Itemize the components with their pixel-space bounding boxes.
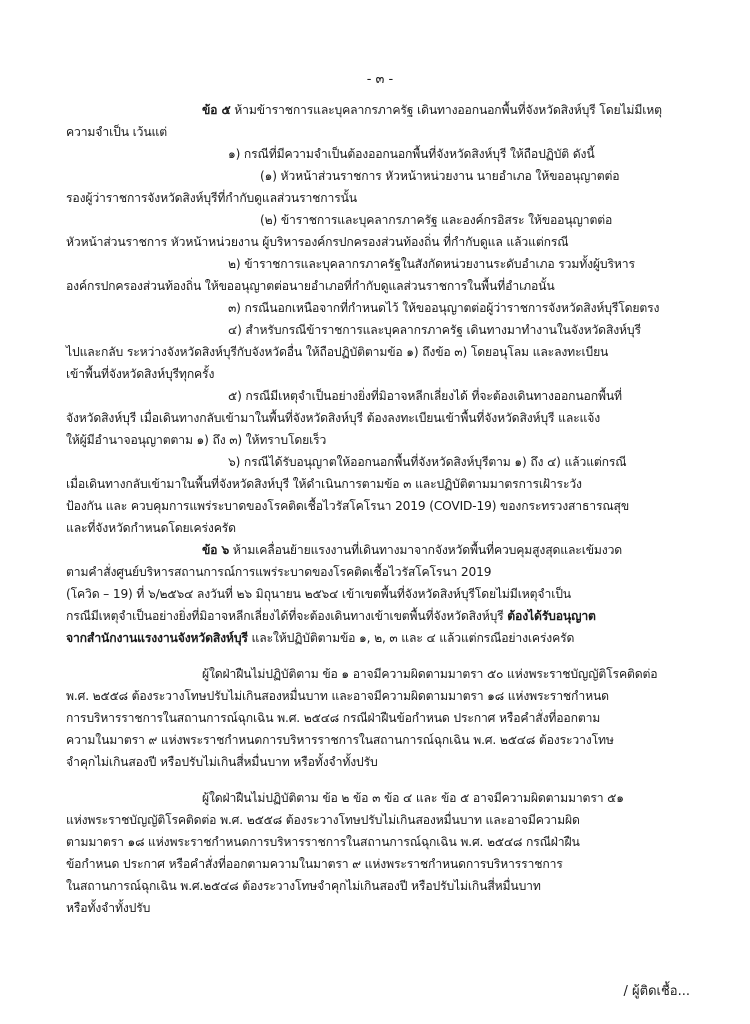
article-5-item-4-cont: ไปและกลับ ระหว่างจังหวัดสิงห์บุรีกับจังหวัดอื่น ให้ถือปฏิบัติตามข้อ ๑) ถึงข้อ ๓) โดยอนุโลม และลงทะเบียน (66, 345, 609, 359)
article-5-item-1-1-cont: รองผู้ว่าราชการจังหวัดสิงห์บุรีที่กำกับดูแลส่วนราชการนั้น (66, 191, 357, 205)
penalty-2-line-1: ผู้ใดฝ่าฝืนไม่ปฏิบัติตาม ข้อ ๒ ข้อ ๓ ข้อ ๔ และ ข้อ ๕ อาจมีความผิดตามมาตรา ๕๑ (202, 791, 624, 805)
article-5-item-5-cont2: ให้ผู้มีอำนาจอนุญาตตาม ๑) ถึง ๓) ให้ทราบโดยเร็ว (66, 433, 327, 447)
penalty-2-line-2: แห่งพระราชบัญญัติโรคติดต่อ พ.ศ. ๒๕๕๘ ต้องระวางโทษปรับไม่เกินสองหมื่นบาท และอาจมีความผิด (66, 813, 580, 827)
article-5-item-5: ๕) กรณีมีเหตุจำเป็นอย่างยิ่งที่มิอาจหลีกเลี่ยงได้ ที่จะต้องเดินทางออกนอกพื้นที่ (228, 389, 622, 403)
continuation-footer: / ผู้ติดเชื้อ... (623, 984, 690, 999)
article-5-item-4-cont2: เข้าพื้นที่จังหวัดสิงห์บุรีทุกครั้ง (66, 367, 215, 381)
article-5-label: ข้อ ๕ (202, 103, 231, 117)
article-6-line-2: ตามคำสั่งศูนย์บริหารสถานการณ์การแพร่ระบาดของโรคติดเชื้อไวรัสโคโรนา 2019 (66, 565, 492, 579)
penalty-2-line-4: ข้อกำหนด ประกาศ หรือคำสั่งที่ออกตามความในมาตรา ๙ แห่งพระราชกำหนดการบริหารราชการ (66, 857, 563, 871)
article-5-item-1-2-cont: หัวหน้าส่วนราชการ หัวหน้าหน่วยงาน ผู้บริหารองค์กรปกครองส่วนท้องถิ่น ที่กำกับดูแล แล้วแต่กรณี (66, 235, 569, 249)
penalty-2-line-3: ตามมาตรา ๑๘ แห่งพระราชกำหนดการบริหารราชการในสถานการณ์ฉุกเฉิน พ.ศ. ๒๕๔๘ กรณีฝ่าฝืน (66, 835, 580, 849)
article-6-label: ข้อ ๖ (202, 543, 230, 557)
article-5-item-2-cont: องค์กรปกครองส่วนท้องถิ่น ให้ขออนุญาตต่อนายอำเภอที่กำกับดูแลส่วนราชการในพื้นที่อำเภอนั้น (66, 279, 555, 293)
article-6-line-5: จากสำนักงานแรงงานจังหวัดสิงห์บุรี และให้ปฏิบัติตามข้อ ๑, ๒, ๓ และ ๔ แล้วแต่กรณีอย่างเคร่งครัด (66, 631, 575, 645)
penalty-1-line-1: ผู้ใดฝ่าฝืนไม่ปฏิบัติตาม ข้อ ๑ อาจมีความผิดตามมาตรา ๕๐ แห่งพระราชบัญญัติโรคติดต่อ (202, 667, 658, 681)
penalty-1-line-3: การบริหารราชการในสถานการณ์ฉุกเฉิน พ.ศ. ๒๕๔๘ กรณีฝ่าฝืนข้อกำหนด ประกาศ หรือคำสั่งที่ออกตาม (66, 711, 601, 725)
article-6 (66, 539, 694, 649)
penalty-1-line-4: ความในมาตรา ๙ แห่งพระราชกำหนดการบริหารราชการในสถานการณ์ฉุกเฉิน พ.ศ. ๒๕๔๘ ต้องระวางโทษ (66, 733, 614, 747)
penalty-2-line-6: หรือทั้งจำทั้งปรับ (66, 901, 151, 915)
article-5-item-6-cont2: ป้องกัน และ ควบคุมการแพร่ระบาดของโรคติดเชื้อไวรัสโคโรนา 2019 (COVID-19) ของกระทรวงสาธารณสุข (66, 499, 629, 513)
article-5-item-3: ๓) กรณีนอกเหนือจากที่กำหนดไว้ ให้ขออนุญาตต่อผู้ว่าราชการจังหวัดสิงห์บุรีโดยตรง (228, 301, 660, 315)
article-5-item-1-1: (๑) หัวหน้าส่วนราชการ หัวหน้าหน่วยงาน นายอำเภอ ให้ขออนุญาตต่อ (260, 169, 620, 183)
penalty-1-line-2: พ.ศ. ๒๕๕๘ ต้องระวางโทษปรับไม่เกินสองหมื่นบาท และอาจมีความผิดตามมาตรา ๑๘ แห่งพระราชกำหนด (66, 689, 609, 703)
article-5 (66, 99, 694, 539)
article-5-item-6: ๖) กรณีได้รับอนุญาตให้ออกนอกพื้นที่จังหวัดสิงห์บุรีตาม ๑) ถึง ๔) แล้วแต่กรณี (228, 455, 627, 469)
article-6-heading: ข้อ ๖ ห้ามเคลื่อนย้ายแรงงานที่เดินทางมาจากจังหวัดพื้นที่ควบคุมสูงสุดและเข้มงวด (202, 543, 623, 557)
article-5-item-6-cont: เมื่อเดินทางกลับเข้ามาในพื้นที่จังหวัดสิงห์บุรี ให้ดำเนินการตามข้อ ๓ และปฏิบัติตามมาตรการเฝ้าระวัง (66, 477, 582, 491)
article-5-item-6-cont3: และที่จังหวัดกำหนดโดยเคร่งครัด (66, 521, 236, 535)
penalty-1 (66, 663, 694, 773)
page-number: - ๓ - (366, 72, 394, 87)
article-5-heading: ข้อ ๕ ห้ามข้าราชการและบุคลากรภาครัฐ เดินทางออกนอกพื้นที่จังหวัดสิงห์บุรี โดยไม่มีเหตุ (202, 103, 662, 117)
article-6-line-3: (โควิด – 19) ที่ ๖/๒๕๖๔ ลงวันที่ ๒๖ มิถุนายน ๒๕๖๔ เข้าเขตพื้นที่จังหวัดสิงห์บุรีโดยไม่มีเหตุจำเป็น (66, 587, 571, 601)
article-5-line: ความจำเป็น เว้นแต่ (66, 125, 167, 139)
penalty-2-line-5: ในสถานการณ์ฉุกเฉิน พ.ศ.๒๕๔๘ ต้องระวางโทษจำคุกไม่เกินสองปี หรือปรับไม่เกินสี่หมื่นบาท (66, 879, 541, 893)
article-5-item-4: ๔) สำหรับกรณีข้าราชการและบุคลากรภาครัฐ เดินทางมาทำงานในจังหวัดสิงห์บุรี (228, 323, 641, 337)
penalty-2 (66, 787, 694, 919)
article-6-line-4: กรณีมีเหตุจำเป็นอย่างยิ่งที่มิอาจหลีกเลี่ยงได้ที่จะต้องเดินทางเข้าเขตพื้นที่จังหวัดสิงห์บุรี ต้องได้รับอนุญาต (66, 609, 596, 623)
article-5-item-1: ๑) กรณีที่มีความจำเป็นต้องออกนอกพื้นที่จังหวัดสิงห์บุรี ให้ถือปฏิบัติ ดังนี้ (228, 147, 595, 161)
article-5-item-1-2: (๒) ข้าราชการและบุคลากรภาครัฐ และองค์กรอิสระ ให้ขออนุญาตต่อ (260, 213, 613, 227)
penalty-1-line-5: จำคุกไม่เกินสองปี หรือปรับไม่เกินสี่หมื่นบาท หรือทั้งจำทั้งปรับ (66, 755, 378, 769)
article-5-item-2: ๒) ข้าราชการและบุคลากรภาครัฐในสังกัดหน่วยงานระดับอำเภอ รวมทั้งผู้บริหาร (228, 257, 635, 271)
article-5-item-5-cont: จังหวัดสิงห์บุรี เมื่อเดินทางกลับเข้ามาในพื้นที่จังหวัดสิงห์บุรี ต้องลงทะเบียนเข้าพื้นที่จังหวัดสิงห์บุรี และแจ้ง (66, 411, 601, 425)
